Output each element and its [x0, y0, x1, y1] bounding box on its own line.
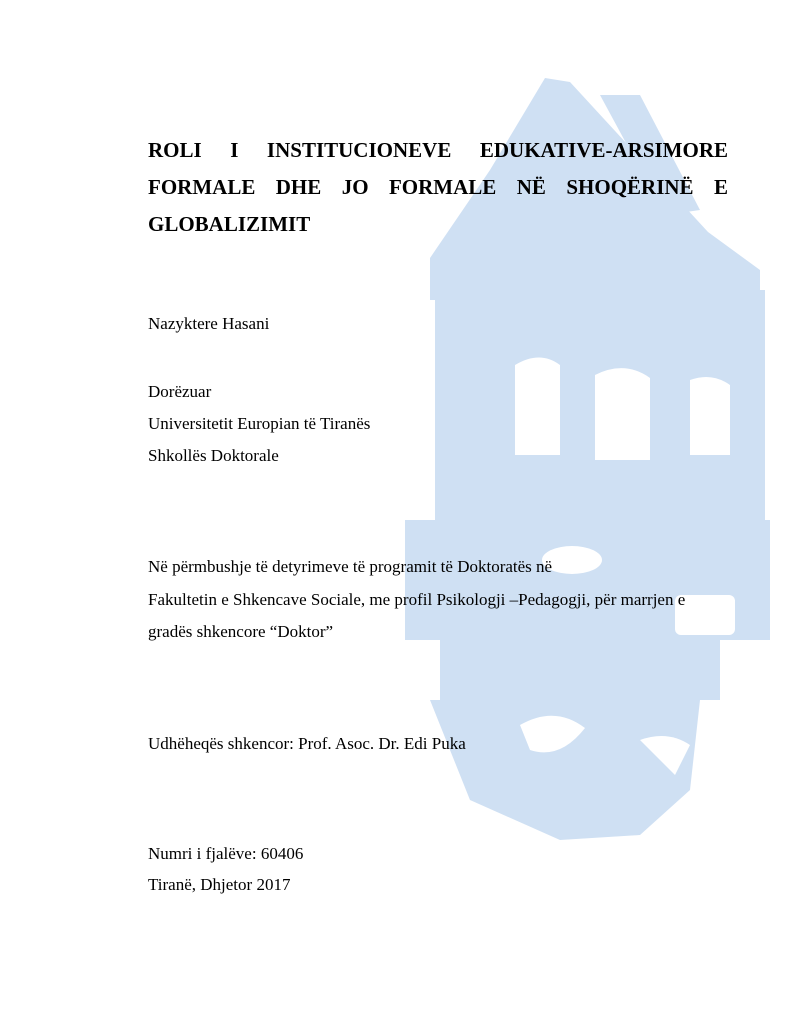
document-title-line-1: ROLI I INSTITUCIONEVE EDUKATIVE-ARSIMORE — [148, 138, 728, 162]
submitted-label: Dorëzuar — [148, 382, 212, 401]
fulfillment-line-3: gradës shkencore “Doktor” — [148, 622, 334, 641]
word-count: Numri i fjalëve: 60406 — [148, 844, 304, 863]
fulfillment-line-2: Fakultetin e Shkencave Sociale, me profil Psikologji –Pedagogji, për marrjen e — [148, 590, 686, 609]
place-date: Tiranë, Dhjetor 2017 — [148, 875, 291, 894]
document-title-line-3: GLOBALIZIMIT — [148, 212, 311, 236]
doctoral-school: Shkollës Doktorale — [148, 446, 279, 465]
author-name: Nazyktere Hasani — [148, 314, 270, 333]
fulfillment-line-1: Në përmbushje të detyrimeve të programit të Doktoratës në — [148, 557, 553, 576]
document-title-line-2: FORMALE DHE JO FORMALE NË SHOQËRINË E — [148, 175, 728, 199]
university-name: Universitetit Europian të Tiranës — [148, 414, 371, 433]
supervisor: Udhëheqës shkencor: Prof. Asoc. Dr. Edi Puka — [148, 734, 466, 753]
